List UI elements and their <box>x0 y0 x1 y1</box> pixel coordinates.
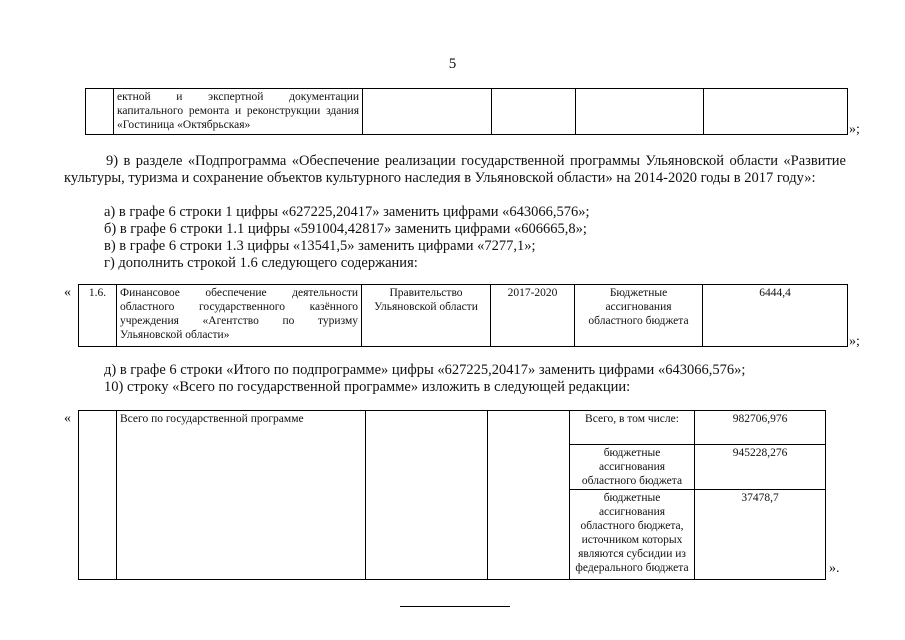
table-cell-name: ектной и экспертной документации капитального ремонта и реконструкции здания «Гостиница «Октябрьская» <box>114 89 363 135</box>
row-number: 1.6. <box>79 285 117 347</box>
table-cell <box>79 411 117 580</box>
paragraph-9: 9) в разделе «Подпрограмма «Обеспечение реализации государственной программы Ульяновской области «Развитие культуры, туризма и сохранение объектов культурного наследия в Ульяновской области» на 2014-2020 годы в 2017 году»: <box>64 153 846 186</box>
row-amount: 6444,4 <box>703 285 848 347</box>
row-executor: Правительство Ульяновской области <box>362 285 491 347</box>
row-name: Финансовое обеспечение деятельности областного государственного казённого учреждения «Агентство по туризму Ульяновской области» <box>117 285 362 347</box>
table-cell <box>492 89 576 135</box>
paragraph-10: 10) строку «Всего по государственной программе» изложить в следующей редакции: <box>104 379 631 395</box>
amount-regional: 945228,276 <box>695 445 826 490</box>
amount-total: 982706,976 <box>695 411 826 445</box>
source-total: Всего, в том числе: <box>570 411 695 445</box>
amount-federal: 37478,7 <box>695 490 826 580</box>
total-name: Всего по государственной программе <box>117 411 366 580</box>
open-quote: « <box>64 285 71 300</box>
row-source: Бюджетные ассигнования областного бюджета <box>575 285 703 347</box>
item-g: г) дополнить строкой 1.6 следующего содержания: <box>104 255 418 271</box>
item-b: б) в графе 6 строки 1.1 цифры «591004,42817» заменить цифрами «606665,8»; <box>104 221 587 237</box>
table-cell <box>488 411 570 580</box>
source-regional: бюджетные ассигнования областного бюджета <box>570 445 695 490</box>
item-a: а) в графе 6 строки 1 цифры «627225,20417» заменить цифрами «643066,576»; <box>104 204 590 220</box>
table-continuation <box>85 88 848 135</box>
table-cell <box>86 89 114 135</box>
item-v: в) в графе 6 строки 1.3 цифры «13541,5» заменить цифрами «7277,1»; <box>104 238 536 254</box>
close-quote: ». <box>829 561 840 576</box>
table-cell <box>363 89 492 135</box>
item-d: д) в графе 6 строки «Итого по подпрограмме» цифры «627225,20417» заменить цифрами «643066,576»; <box>104 362 746 378</box>
source-federal: бюджетные ассигнования областного бюджета, источником которых являются субсидии из федерального бюджета <box>570 490 695 580</box>
table-cell <box>366 411 488 580</box>
open-quote: « <box>64 411 71 426</box>
separator-line <box>400 606 510 607</box>
close-quote: »; <box>849 122 860 137</box>
close-quote: »; <box>849 334 860 349</box>
table-total <box>78 410 826 580</box>
page-number: 5 <box>448 56 457 72</box>
row-period: 2017-2020 <box>491 285 575 347</box>
table-cell <box>704 89 848 135</box>
table-cell <box>576 89 704 135</box>
table-row-1-6 <box>78 284 848 347</box>
